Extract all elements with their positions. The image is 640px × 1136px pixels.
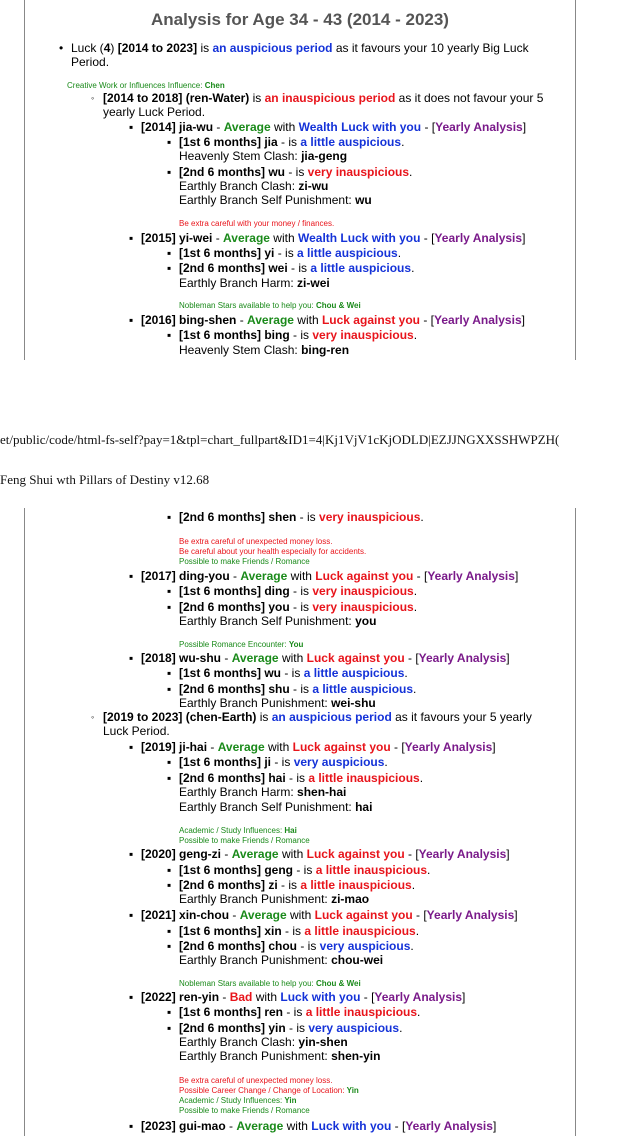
bullet-square: ▪ xyxy=(129,569,134,583)
year-2017-header: [2017] ding-you - Average with Luck against you - [Yearly Analysis] xyxy=(141,569,519,583)
half-year-line: [2nd 6 months] wu - is very inauspicious. xyxy=(179,165,413,179)
half-year-line: [2nd 6 months] chou - is very auspicious. xyxy=(179,939,414,953)
nobleman-note: Nobleman Stars available to help you: Chou & Wei xyxy=(179,301,361,310)
punishment-line: Earthly Branch Punishment: wei-shu xyxy=(179,696,376,710)
half-year-line: [1st 6 months] bing - is very inauspicious. xyxy=(179,328,418,342)
punishment-line: Earthly Branch Self Punishment: you xyxy=(179,614,377,628)
yearly-analysis-link[interactable]: Yearly Analysis xyxy=(435,120,523,134)
warning-note: Be extra careful with your money / finances. xyxy=(179,219,335,228)
bullet-square: ▪ xyxy=(129,908,134,922)
yearly-analysis-link[interactable]: Yearly Analysis xyxy=(405,1119,493,1133)
half-year-line: [1st 6 months] geng - is a little inauspicious. xyxy=(179,863,431,877)
year-2019-header: [2019] ji-hai - Average with Luck against you - [Yearly Analysis] xyxy=(141,740,496,754)
bullet-square: ▪ xyxy=(167,939,172,953)
bullet-square: ▪ xyxy=(167,1005,172,1019)
bullet-square: ▪ xyxy=(167,510,172,524)
yearly-analysis-link[interactable]: Yearly Analysis xyxy=(404,740,493,754)
bullet-circle: ◦ xyxy=(91,93,95,103)
clash-line: Earthly Branch Clash: zi-wu xyxy=(179,179,329,193)
bullet-square: ▪ xyxy=(129,1119,134,1133)
yearly-analysis-link[interactable]: Yearly Analysis xyxy=(418,651,507,665)
half-year-line: [2nd 6 months] you - is very inauspicious. xyxy=(179,600,418,614)
yearly-analysis-link[interactable]: Yearly Analysis xyxy=(427,569,515,583)
half-year-line: [2nd 6 months] zi - is a little inauspicious. xyxy=(179,878,416,892)
bullet-square: ▪ xyxy=(167,863,172,877)
year-2021-header: [2021] xin-chou - Average with Luck against you - [Yearly Analysis] xyxy=(141,908,518,922)
punishment-line: Earthly Branch Self Punishment: hai xyxy=(179,800,373,814)
clash-line: Heavenly Stem Clash: jia-geng xyxy=(179,149,348,163)
print-footer: Feng Shui wth Pillars of Destiny v12.68 xyxy=(0,472,210,487)
bullet-square: ▪ xyxy=(167,584,172,598)
warning-note: Be careful about your health especially for accidents. xyxy=(179,547,367,556)
warning-note: Be extra careful of unexpected money loss. xyxy=(179,537,333,546)
yearly-analysis-link[interactable]: Yearly Analysis xyxy=(434,313,522,327)
report-page-2 xyxy=(24,508,576,1136)
romance-note: Possible to make Friends / Romance xyxy=(179,836,310,845)
bullet-circle: ◦ xyxy=(91,712,95,722)
half-year-line: [2nd 6 months] shu - is a little auspicious. xyxy=(179,682,417,696)
bullet-square: ▪ xyxy=(167,135,172,149)
bullet-square: ▪ xyxy=(167,771,172,785)
year-2018-header: [2018] wu-shu - Average with Luck against you - [Yearly Analysis] xyxy=(141,651,510,665)
clash-line: Earthly Branch Clash: yin-shen xyxy=(179,1035,348,1049)
bullet-square: ▪ xyxy=(129,740,134,754)
bullet-square: ▪ xyxy=(167,328,172,342)
bullet-square: ▪ xyxy=(167,600,172,614)
bullet-square: ▪ xyxy=(167,682,172,696)
bullet-square: ▪ xyxy=(167,1021,172,1035)
academic-note: Academic / Study Influences: Hai xyxy=(179,826,297,835)
half-year-line: [2nd 6 months] wei - is a little auspicious. xyxy=(179,261,415,275)
luck-intro-line-2: Period. xyxy=(71,55,110,69)
year-2015-header: [2015] yi-wei - Average with Wealth Luck with you - [Yearly Analysis] xyxy=(141,231,526,245)
page-title: Analysis for Age 34 - 43 (2014 - 2023) xyxy=(151,10,449,29)
harm-line: Earthly Branch Harm: zi-wei xyxy=(179,276,330,290)
bullet-square: ▪ xyxy=(167,878,172,892)
bullet-square: ▪ xyxy=(167,261,172,275)
year-2023-header: [2023] gui-mao - Average with Luck with you - [Yearly Analysis] xyxy=(141,1119,497,1133)
half-year-line: [2nd 6 months] yin - is very auspicious. xyxy=(179,1021,403,1035)
half-year-line: [2nd 6 months] hai - is a little inauspicious. xyxy=(179,771,424,785)
romance-note: Possible to make Friends / Romance xyxy=(179,557,310,566)
report-page-1 xyxy=(24,0,576,360)
romance-note: Possible Romance Encounter: You xyxy=(179,640,304,649)
bullet-square: ▪ xyxy=(129,231,134,245)
harm-line: Earthly Branch Harm: shen-hai xyxy=(179,785,347,799)
academic-note: Academic / Study Influences: Yin xyxy=(179,1096,297,1105)
influence-note: Creative Work or Influences Influence: Chen xyxy=(67,81,225,90)
punishment-line: Earthly Branch Punishment: chou-wei xyxy=(179,953,384,967)
yearly-analysis-link[interactable]: Yearly Analysis xyxy=(418,847,507,861)
print-url: et/public/code/html-fs-self?pay=1&tpl=chart_fullpart&ID1=4|Kj1VjV1cKjODLD|EZJJNGXXSSHWPZH( xyxy=(0,432,560,447)
half-year-line: [1st 6 months] ding - is very inauspicious. xyxy=(179,584,418,598)
clash-line: Heavenly Stem Clash: bing-ren xyxy=(179,343,350,357)
year-2022-header: [2022] ren-yin - Bad with Luck with you - [Yearly Analysis] xyxy=(141,990,466,1004)
half-year-line: [1st 6 months] xin - is a little inauspicious. xyxy=(179,924,420,938)
half-year-line: [1st 6 months] ji - is very auspicious. xyxy=(179,755,388,769)
bullet-square: ▪ xyxy=(167,246,172,260)
bullet-square: ▪ xyxy=(129,120,134,134)
period-1-line-2: yearly Luck Period. xyxy=(103,105,206,119)
half-year-line: [2nd 6 months] shen - is very inauspicious. xyxy=(179,510,424,524)
half-year-line: [1st 6 months] yi - is a little auspicious. xyxy=(179,246,402,260)
career-note: Possible Career Change / Change of Location: Yin xyxy=(179,1086,359,1095)
half-year-line: [1st 6 months] jia - is a little auspicious. xyxy=(179,135,405,149)
year-2020-header: [2020] geng-zi - Average with Luck against you - [Yearly Analysis] xyxy=(141,847,510,861)
punishment-line: Earthly Branch Punishment: shen-yin xyxy=(179,1049,381,1063)
period-2-line: [2019 to 2023] (chen-Earth) is an auspicious period as it favours your 5 yearly xyxy=(103,710,532,724)
bullet-square: ▪ xyxy=(129,651,134,665)
half-year-line: [1st 6 months] ren - is a little inauspicious. xyxy=(179,1005,421,1019)
bullet-square: ▪ xyxy=(167,755,172,769)
bullet-square: ▪ xyxy=(167,165,172,179)
nobleman-note: Nobleman Stars available to help you: Chou & Wei xyxy=(179,979,361,988)
bullet-square: ▪ xyxy=(129,990,134,1004)
year-2016-header: [2016] bing-shen - Average with Luck against you - [Yearly Analysis] xyxy=(141,313,525,327)
romance-note: Possible to make Friends / Romance xyxy=(179,1106,310,1115)
bullet-disc: • xyxy=(59,41,64,55)
warning-note: Be extra careful of unexpected money loss. xyxy=(179,1076,333,1085)
yearly-analysis-link[interactable]: Yearly Analysis xyxy=(426,908,515,922)
year-2014-header: [2014] jia-wu - Average with Wealth Luck with you - [Yearly Analysis] xyxy=(141,120,527,134)
bullet-square: ▪ xyxy=(129,313,134,327)
bullet-square: ▪ xyxy=(167,666,172,680)
luck-intro-line: Luck (4) [2014 to 2023] is an auspicious period as it favours your 10 yearly Big Luck xyxy=(71,41,529,55)
punishment-line: Earthly Branch Self Punishment: wu xyxy=(179,193,372,207)
half-year-line: [1st 6 months] wu - is a little auspicious. xyxy=(179,666,408,680)
yearly-analysis-link[interactable]: Yearly Analysis xyxy=(434,231,523,245)
bullet-square: ▪ xyxy=(167,924,172,938)
yearly-analysis-link[interactable]: Yearly Analysis xyxy=(374,990,463,1004)
punishment-line: Earthly Branch Punishment: zi-mao xyxy=(179,892,370,906)
period-1-line: [2014 to 2018] (ren-Water) is an inauspicious period as it does not favour your 5 xyxy=(103,91,544,105)
bullet-square: ▪ xyxy=(129,847,134,861)
period-2-line-2: Luck Period. xyxy=(103,724,170,738)
